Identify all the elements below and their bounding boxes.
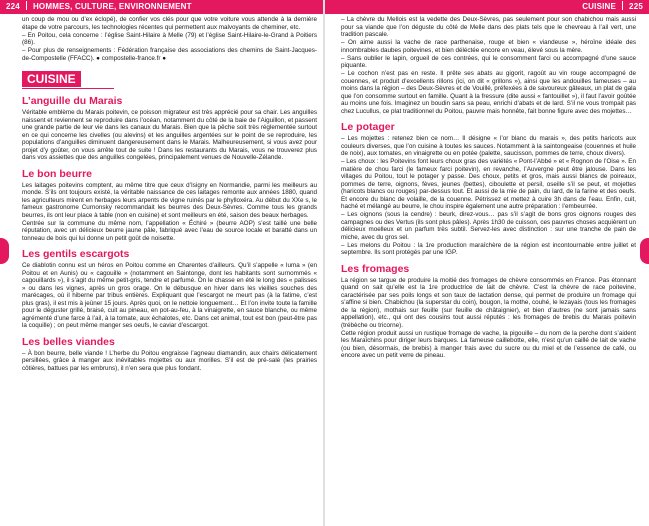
header-separator bbox=[26, 1, 27, 10]
section-heading: Les gentils escargots bbox=[22, 248, 130, 260]
right-page-header bbox=[325, 0, 649, 14]
right-section-title: CUISINE bbox=[582, 2, 617, 11]
meat-paragraph: – On aime aussi la vache de race parthenaise, rouge et bien « viandeuse », héroïne idéale des innombrables daubes poitevines, et bien déléctée encore en veau, élevé sous la mère. bbox=[341, 39, 636, 54]
section-paragraph: – Les mojettes : retenez bien ce nom… Il désigne « l’or blanc du marais », des petits haricots aux couleurs diverses, que l’on cuisine à toutes les sauces. Notamment à la saintongeaise (couennes et huile de noix), aux tomates, en vinaigrette ou en potée (palette, saucisson, pommes de terre, choux divers). bbox=[341, 135, 636, 157]
section-heading: Le bon beurre bbox=[22, 167, 93, 180]
section-paragraph: Ce diablotin connu est un héros en Poitou comme en Charentes d’ailleurs. Qu’il s’appelle « luma » (en Poitou et en Aunis) ou « cagouille » (notamment en Saintonge, dont les habitants sont surnommés « cagouillards »), il s’agit du même petit-gris, tendre et parfumé. On le chasse en été le long des « palisses » ou dans les vignes, après un gros orage. On le débusque en hiver dans les vieilles souches des marécages, où il hiberne par tribus entières. Expliquant que l’escargot ne meurt pas (à la fatime, c’est plus gras), il est mis à jeûner 15 jours. Après quoi, on le nettoie longuement… Et l’on invite toute la famille pour le déguster grillé, braisé, cuit au pineau, en pot-au-feu, à la vinaigrette, en sauce blanche, ou même agrémenté d’une farce à l’ail, à la tomate, aux échalotes, etc. Dans cet animal, tout est bon (peut-être pas la coquille) ; on peut même manger ses oeufs, le caviar d’escargot. bbox=[22, 262, 317, 329]
section-heading: Les fromages bbox=[341, 262, 410, 275]
section-paragraph: Véritable emblème du Marais poitevin, ce poisson migrateur est très apprécié pour sa chair. Les anguilles naissent et reviennent se reproduire dans l’océan, notamment du côté de la baie de l’Aiguillon, et passent une grande partie de leur vie dans les canaux du Marais. Bien que la pêche soit très réglementée surtout en ce qui concerne les civelles (ou alevins) et les anguilles argentées sur le point de se reproduire, les populations d’anguilles diminuent dangereusement dans le Marais. Malheureusement, si vous avez pour projet d’y goûter, on vous arrête tout de suite ! Dans les restaurants du Marais, vous ne trouverez plus dans vos assiettes que des anguilles congelées, principalement venues de Nouvelle-Zélande. bbox=[22, 109, 317, 161]
meat-paragraph: – La chèvre du Mellois est la vedette des Deux-Sèvres, pas seulement pour son chabichou mais aussi pour sa viande que l’on déguste du côté de Melle dans des plats tels que le chevreau à l’ail vert, une tradition pascale. bbox=[341, 16, 636, 38]
cuisine-label: CUISINE bbox=[22, 71, 81, 87]
right-page-number: 225 bbox=[629, 2, 643, 11]
section-paragraph: Cette région produit aussi un rustique fromage de vache, la pigouille – du nom de la perche dont s’aident les Maraîchins pour diriger leurs barques. La fameuse caillebotte, elle, n’est qu’un caillé de lait de vache (ou bien, désormais, de brebis) à manger frais avec du sucre ou du miel et de l’essence de café, ou encore avec un petit verre de pineau. bbox=[341, 329, 636, 359]
header-separator bbox=[622, 1, 623, 10]
left-section-title: HOMMES, CULTURE, ENVIRONNEMENT bbox=[32, 2, 192, 11]
section-heading: L’anguille du Marais bbox=[22, 95, 123, 107]
section-paragraph: – Les oignons (sous la cendre) : beurk, direz-vous… pas s’il s’agit de bons gros oignons rouges des campagnes ou des Vertus (ils sont plus pâles). Après 1h30 de cuisson, ces pauvres choses acquièrent un délicieux moelleux et un parfum très subtil. Servez-les avec distinction : sur une tranche de pain de miche, avec du gros sel. bbox=[341, 211, 636, 241]
right-page bbox=[325, 0, 649, 526]
intro-paragraph: – En Poitou, cela concerne : l’église Saint-Hilaire à Melle (79) et l’église Saint-Hilaire-le-Grand à Poitiers (86). bbox=[22, 31, 317, 46]
section-paragraph: Centrée sur la commune du même nom, l’appellation « Échiré » (beurre AOP) s’est taillé une belle réputation, avec un délicieux beurre jaune pâle, fabriqué avec l’eau de source locale et baratté dans un tonneau de bois qui lui donne un petit goût de noisette. bbox=[22, 219, 317, 242]
right-column bbox=[341, 16, 636, 360]
section-heading: Le potager bbox=[341, 121, 395, 133]
section-paragraph: Les laitages poitevins comptent, au même titre que ceux d’Isigny en Normandie, parmi les meilleurs au monde. S’ils ont toujours existé, la véritable naissance de ces laitages remonte aux années 1880, quand les agriculteurs mirent en herbages leurs arpents de vigne ruinés par le phylloxéra. Au début du XXe s, le fameux gastronome Curnonsky recommandait les beurres des Deux-Sèvres. Comme tous les grands beurres, ils ont leur place à table (non en cuisine) et sont meilleurs en été, saison des beaux herbages. bbox=[22, 181, 317, 219]
left-page-header bbox=[0, 0, 324, 14]
meat-paragraph: – Le cochon n’est pas en reste. Il prête ses abats au gigorit, ragoût au vin rouge accompagné de couennes, et produit d’excellents rillons (ici, on dit « grillons »), ainsi que les andouilles fameuses – au moins dans la région – des Deux-Sèvres et de Vouillé, préfexées à de savoureux gâteaux, un plat de gala que l’on consomme surtout en famille. Quant à la fressure (dite aussi « fantouillet »), il faut l’avoir goûtée au moins une fois. Imaginez un boudin sans sa peau, enrichi d’abats et de lard. S’il ne vous trompait pas chez Lucullus, ce plat traditionnel du Poitou, pauvre mais honnête, fait bonne figure avec des mojettes… bbox=[341, 70, 636, 115]
left-column bbox=[22, 16, 317, 373]
left-page bbox=[0, 0, 324, 526]
section-paragraph: – Les melons du Poitou : la 1re production maraîchère de la région est incontournable entre juillet et septembre. Ils sont protégés par une IGP. bbox=[341, 241, 636, 256]
section-paragraph: – À bon beurre, belle viande ! L’herbe du Poitou engraisse l’agneau diamandin, aux chairs délicatement persillées, grâce à manger aux inévitables mojettes ou aux morilles. S’il est de pré-salé (les prairies côtières, battues par les embruns), il n’en sera que plus fondant. bbox=[22, 349, 317, 372]
right-thumb-tab bbox=[640, 238, 649, 264]
section-heading: Les belles viandes bbox=[22, 335, 115, 348]
intro-paragraph: – Pour plus de renseignements : Fédération française des associations des chemins de Saint-Jacques-de-Compostelle (FFACC). ● compostelle-france.fr ● bbox=[22, 47, 317, 62]
cuisine-divider bbox=[22, 88, 114, 90]
intro-paragraph: un coup de mou ou d’ex éclopé), de confier vos clés pour que votre voiture vous attende à la dernière étape de votre parcours, les technologies récentes qui permettent aux malvoyants de cheminer, etc. bbox=[22, 16, 317, 31]
left-thumb-tab bbox=[0, 238, 9, 264]
meat-paragraph: – Sans oublier le lapin, orgueil de ces contrées, qui le consomment farci ou accompagné d’une sauce piquante. bbox=[341, 54, 636, 69]
left-page-number: 224 bbox=[6, 2, 20, 11]
section-paragraph: La région se targue de produire la moitié des fromages de chèvre consommés en France. Pas étonnant quand on sait qu’elle est la 1re productrice de lait de chèvre. C’est la chèvre de race poitevine, caractérisée par ses poils longs et son taux de lactation dense, qui permet de produire un fromage qui s’affine si bien. Chabichou (la superstar du coin), bougon, la mothe, couhé, le lezayais (tous les fromages de la région), mothais sur feuille (sur feuille de châtaignier), et bien d’autres (ne sont jamais sans appellation), etc., qui ont des cousins tout aussi réputés : les fromages de brebis du Marais poitevin (trébèche ou tricorne). bbox=[341, 276, 636, 329]
section-paragraph: – Les choux : les Poitevins font leurs choux gras des variétés « Pont-l’Abbé » et « Rognon de l’Oise ». En matière de chou farci (le fameux farci poitevin), en revanche, l’Auvergne peut être jalouse. Dans les villages du Poitou, tout le potager y passe. Des choux, petits et gros, mais aussi blancs de poireaux, pommes de terre, oignons, fèves, jeunes (bettes), ciboulette et persil, oseille s’il se peut, et mojettes (haricots blancs ou rouges) par-dessus tout. Et aussi de la mie de pain, du lard, de la farine et des oeufs. Et encore du blanc de volaille, de la couenne. Pétrissez et mettez à cuire 3h dans de l’eau. Enfin, cuit, haché et mélangé au beurre, le chou inspire également une autre préparation : l’embeurrée. bbox=[341, 158, 636, 210]
